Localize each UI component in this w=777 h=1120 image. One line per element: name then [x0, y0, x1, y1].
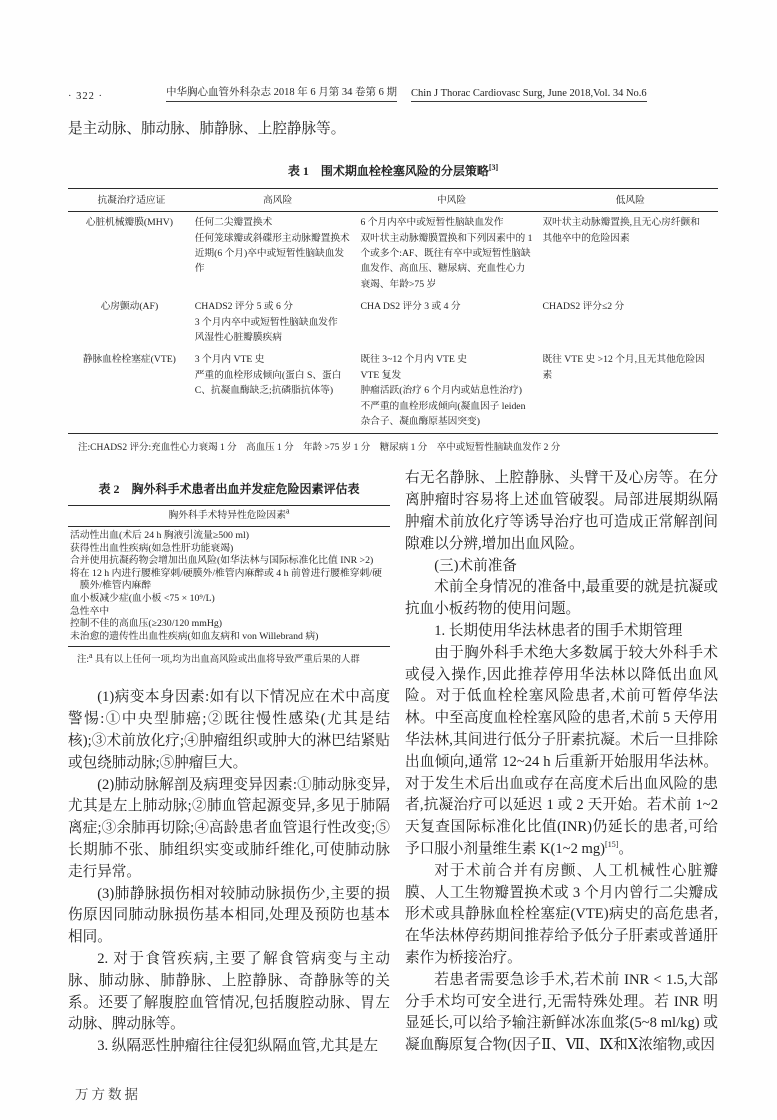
table1-cell-item: 任何笼球瓣或斜碟形主动脉瓣置换术 [194, 232, 350, 244]
wanfang-watermark: 万方数据 [75, 1087, 141, 1102]
table2 [68, 505, 390, 647]
table1-note: 注:CHADS2 评分:充血性心力衰竭 1 分 高血压 1 分 年龄 >75 岁 1 分 糖尿病 1 分 卒中或短暂性脑缺血发作 2 分 [78, 443, 561, 454]
table1-caption-label: 表 1 [287, 163, 309, 178]
table1-indication: 心房颤动(AF) [100, 301, 159, 313]
table-row [68, 212, 718, 296]
table1-mid-cell [361, 352, 543, 429]
paragraph [405, 643, 718, 861]
table1 [68, 188, 718, 435]
table1-cell-item: 严重的血栓形成倾向(蛋白 S、蛋白 C、抗凝血酶缺乏;抗磷脂抗体等) [194, 369, 342, 397]
table1-cell-item: 不严重的血栓形成倾向(凝血因子 leiden 杂合子、凝血酶原基因突变) [360, 400, 526, 428]
table-row: 合并使用抗凝药物会增加出血风险(如华法林与国际标准化比值 INR >2) [70, 555, 374, 567]
table2-header [68, 506, 390, 527]
table2-rows [68, 527, 390, 646]
running-head [68, 84, 718, 102]
table-row: 未治愈的遗传性出血性疾病(如血友病和 von Willebrand 病) [70, 630, 319, 642]
table1-cell-item: 任何二尖瓣置换术 [194, 217, 273, 229]
table2-note-footnote-mark: a [88, 651, 93, 661]
table1-cell-item: 近期(6 个月)卒中或短暂性脑缺血发作 [194, 248, 345, 275]
paragraph: 1. 长期使用华法林患者的围手术期管理 [434, 623, 683, 640]
paragraph: 2. 对于食管疾病,主要了解食管病变与主动脉、肺动脉、肺静脉、上腔静脉、奇静脉等的关系。还要了解腹腔血管情况,包括腹腔动脉、胃左动脉、脾动脉等。 [68, 950, 390, 1033]
table2-note-prefix: 注: [77, 655, 89, 666]
paragraph: (3)肺静脉损伤相对较肺动脉损伤少,主要的损伤原因同肺动脉损伤基本相同,处理及预防也基本相同。 [68, 885, 390, 946]
table1-cell-item: 风湿性心脏瓣膜疾病 [194, 332, 282, 344]
intro-line: 是主动脉、肺动脉、肺静脉、上腔静脉等。 [68, 121, 346, 137]
table2-header-text: 胸外科手术特异性危险因素 [168, 510, 286, 522]
table1-low-cell [543, 352, 719, 429]
table1-col-header-mid: 中风险 [436, 194, 467, 206]
paragraph: (三)术前准备 [434, 557, 517, 574]
table2-note-text: 具有以上任何一项,均为出血高风险或出血将导致严重后果的人群 [92, 655, 360, 666]
paragraph: 对于术前合并有房颤、人工机械性心脏瓣膜、人工生物瓣置换术或 3 个月内曾行二尖瓣成形术或具静脉血栓栓塞症(VTE)病史的高危患者,在华法林停药期间推荐给予低分子肝素或普通肝素作为桥接治疗。 [405, 862, 718, 967]
table-row [68, 296, 718, 349]
table-row: 将在 12 h 内进行腰椎穿刺/硬膜外/椎管内麻醉或 4 h 前曾进行腰椎穿刺/硬膜外/椎管内麻醉 [70, 567, 382, 592]
table1-high-cell [195, 299, 361, 345]
table1-indication: 心脏机械瓣膜(MHV) [85, 217, 173, 229]
table1-high-cell [195, 215, 361, 292]
paragraph-text: 。 [618, 841, 633, 858]
table1-cell-item: 3 个月内卒中或短暂性脑缺血发作 [194, 316, 338, 328]
table1-caption-title: 围术期血栓栓塞风险的分层策略 [320, 163, 489, 178]
table-row: 血小板减少症(血小板 <75 × 10⁹/L) [70, 593, 215, 605]
table2-header-footnote-mark: a [286, 507, 290, 517]
table1-cell-item: 3 个月内 VTE 史 [194, 354, 265, 366]
paragraph: 3. 纵隔恶性肿瘤往往侵犯纵隔血管,尤其是左 [97, 1038, 379, 1055]
table1-high-cell [195, 352, 361, 429]
table1-cell-item: 既往 VTE 史 >12 个月,且无其他危险因素 [542, 354, 705, 381]
paragraph: (1)病变本身因素:如有以下情况应在术中高度警惕:①中央型肺癌;②既往慢性感染(尤其是结核);③术前放化疗;④肿瘤组织或肿大的淋巴结紧贴或包绕肺动脉;⑤肿瘤巨大。 [68, 689, 390, 771]
paragraph: 右无名静脉、上腔静脉、头臂干及心房等。在分离肿瘤时容易将上述血管破裂。局部进展期纵隔肿瘤术前放化疗等诱导治疗也可造成正常解剖间隙难以分辨,增加出血风险。 [405, 470, 718, 552]
table1-low-cell [543, 215, 719, 292]
table1-col-header-high: 高风险 [263, 194, 293, 206]
table1-low-cell [543, 299, 719, 345]
table-row: 获得性出血性疾病(如急性肝功能衰竭) [70, 542, 234, 554]
paragraph: 若患者需要急诊手术,若术前 INR < 1.5,大部分手术均可安全进行,无需特殊处理。若 INR 明显延长,可以给予输注新鲜冰冻血浆(5~8 ml/kg) 或凝血酶原复合物(因子Ⅱ、Ⅶ、Ⅸ和Ⅹ浓缩物,或因 [405, 971, 718, 1054]
table1-cell-item: CHA DS2 评分 3 或 4 分 [360, 301, 461, 313]
table1-caption-ref: [3] [488, 162, 499, 172]
table1-caption [68, 162, 718, 179]
right-column [405, 468, 718, 1057]
two-column-body [68, 468, 718, 1057]
table-row [68, 349, 718, 433]
table2-caption-label: 表 2 [98, 482, 120, 497]
table-row: 活动性出血(术后 24 h 胸液引流量≥500 ml) [70, 530, 249, 542]
table1-col-header-indication: 抗凝治疗适应证 [97, 194, 166, 206]
journal-title-cn: 中华胸心血管外科杂志 2018 年 6 月第 34 卷第 6 期 [166, 84, 397, 102]
table1-cell-item: 6 个月内卒中或短暂性脑缺血发作 [360, 217, 504, 229]
table1-cell-item: 既往 3~12 个月内 VTE 史 [360, 354, 467, 366]
reference-mark: [15] [605, 840, 619, 850]
table1-mid-cell [361, 215, 543, 292]
table2-caption [68, 480, 390, 497]
table-row: 控制不佳的高血压(≥230/120 mmHg) [70, 618, 223, 630]
table1-cell-item: 肿瘤活跃(治疗 6 个月内或姑息性治疗) [360, 385, 522, 397]
table2-note [68, 651, 390, 665]
table-row: 急性卒中 [70, 605, 110, 617]
left-column [68, 468, 390, 1057]
table1-cell-item: CHADS2 评分 5 或 6 分 [194, 301, 293, 313]
table2-caption-title: 胸外科手术患者出血并发症危险因素评估表 [131, 482, 360, 497]
table1-cell-item: VTE 复发 [360, 369, 402, 381]
table1-header-row [68, 189, 718, 212]
table1-mid-cell [361, 299, 543, 345]
table1-col-header-low: 低风险 [615, 194, 645, 206]
journal-title-en: Chin J Thorac Cardiovasc Surg, June 2018,Vol. 34 No.6 [411, 88, 647, 102]
table1-cell-item: CHADS2 评分≤2 分 [542, 301, 625, 313]
table1-cell-item: 双叶状主动脉瓣膜置换和下列因素中的 1 个或多个:AF、既往有卒中或短暂性脑缺血发作、高血压、糖尿病、充血性心力衰竭、年龄>75 岁 [360, 232, 533, 290]
page-number: · 322 · [68, 91, 103, 102]
table1-cell-item: 双叶状主动脉瓣置换,且无心房纤颤和其他卒中的危险因素 [542, 217, 700, 244]
paragraph: (2)肺动脉解剖及病理变异因素:①肺动脉变异,尤其是左上肺动脉;②肺血管起源变异,多见于肺隔离症;③余肺再切除;④高龄患者血管退行性改变;⑤长期肺不张、肺组织实变或肺纤维化,可使肺动脉走行异常。 [68, 776, 390, 880]
left-column-paragraphs [68, 687, 390, 1058]
table1-indication: 静脉血栓栓塞症(VTE) [82, 354, 176, 366]
paragraph: 术前全身情况的准备中,最重要的就是抗凝或抗血小板药物的使用问题。 [405, 579, 718, 618]
paragraph-text: 由于胸外科手术绝大多数属于较大外科手术或侵入操作,因此推荐停用华法林以降低出血风险。对于低血栓栓塞风险患者,术前可暂停华法林。中至高度血栓栓塞风险的患者,术前 5 天停用华法林,其间进行低分子肝素抗凝。术后一旦排除出血倾向,通常 12~24 h 后重新开始服用华法林。对于发生术后出血或存在高度术后出血风险的患者,抗凝治疗可以延迟 1 或 2 天开始。若术前 1~2 天复查国际标准化比值(INR)仍延长的患者,可给予口服小剂量维生素 K(1~2 mg) [405, 644, 718, 858]
